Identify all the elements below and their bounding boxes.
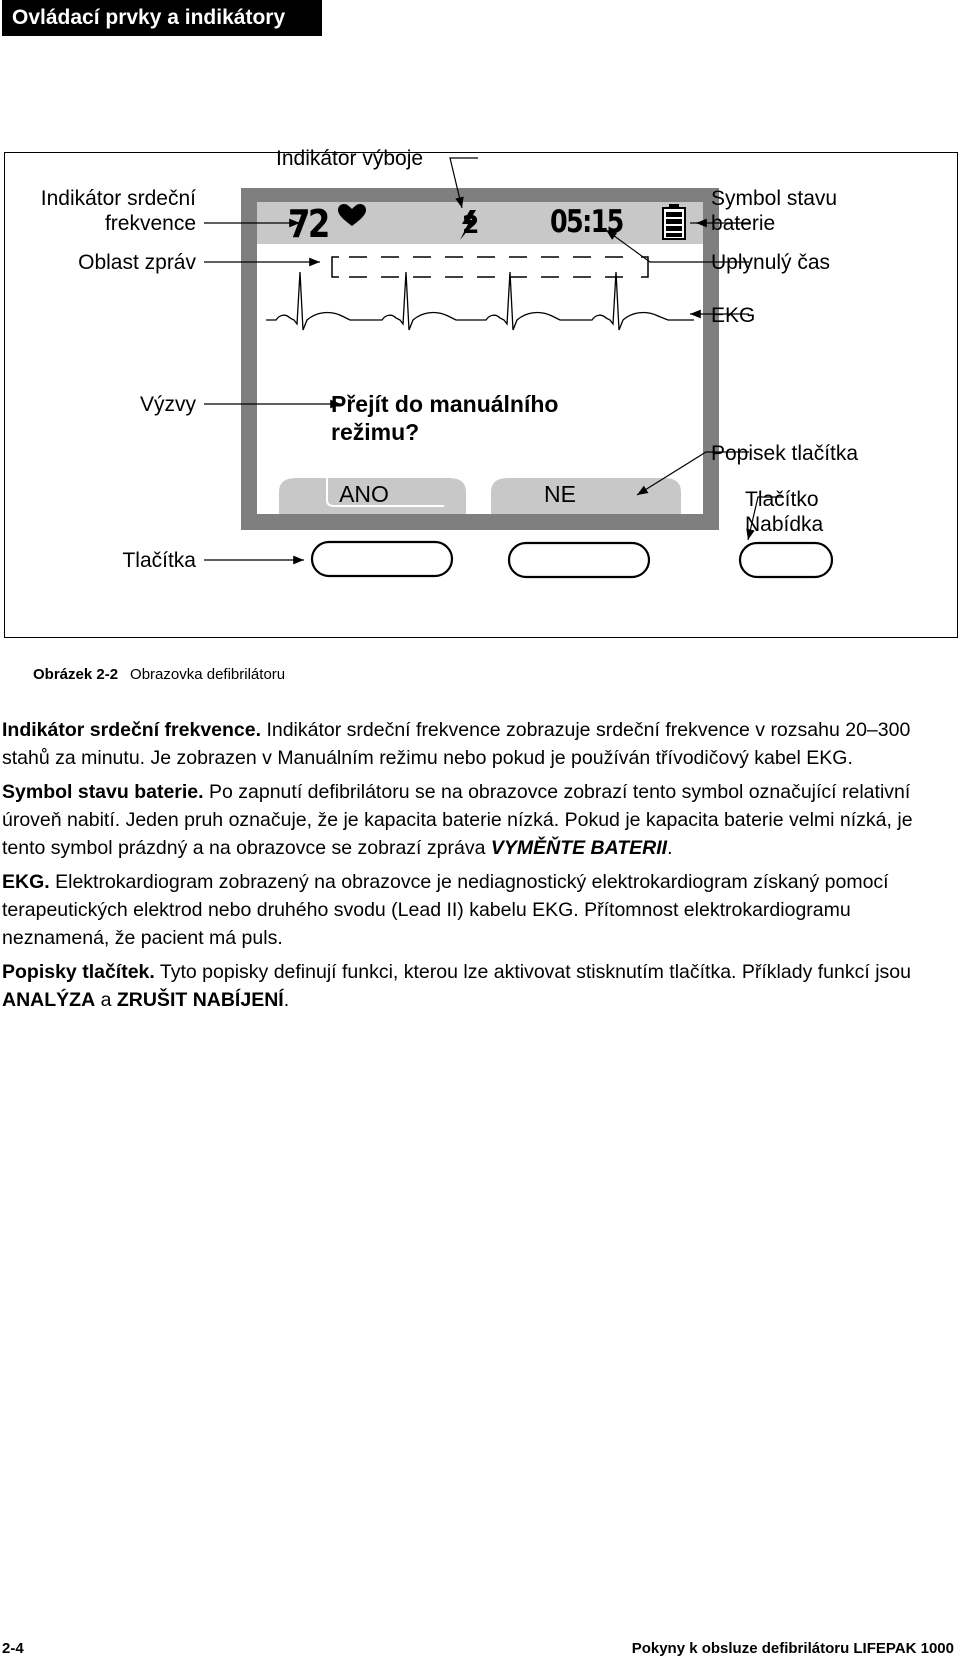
label-battery-symbol: Symbol stavu baterie bbox=[711, 187, 838, 235]
text-battery: Po zapnutí defibrilátoru se na obrazovce zobrazí tento symbol označující relativní úroveň nabití. Jeden pruh označuje, že je kapacita baterie nízká. Pokud je kapacita baterie velmi nízká, je tento symbol prázdný a na obrazovce se zobrazí zpráva bbox=[2, 781, 913, 859]
label-prompts: Výzvy bbox=[139, 393, 196, 416]
screen-prompt: Přejít do manuálního režimu? bbox=[331, 391, 559, 445]
label-shock-indicator: Indikátor výboje bbox=[276, 147, 424, 170]
screen-elapsed-time: 05:15 bbox=[550, 204, 623, 240]
text-ecg: Elektrokardiogram zobrazený na obrazovce je nediagnostický elektrokardiogram získaný pomocí terapeutických elektrod nebo druhého svodu (Lead II) kabelu EKG. Přítomnost elektrokardiogramu neznamená, že pacient má puls. bbox=[2, 871, 889, 949]
term-ecg: EKG. bbox=[2, 871, 50, 893]
button-center bbox=[509, 543, 649, 577]
button-left bbox=[312, 542, 452, 576]
page-number: 2-4 bbox=[2, 1640, 24, 1657]
text-softkeys: Tyto popisky definují funkci, kterou lze aktivovat stisknutím tlačítka. Příklady funkcí jsou bbox=[154, 961, 911, 983]
label-menu-button: Tlačítko Nabídka bbox=[745, 488, 824, 536]
term-softkeys: Popisky tlačítek. bbox=[2, 961, 155, 983]
text-softkeys-mid: a bbox=[95, 989, 117, 1011]
label-softkey-label: Popisek tlačítka bbox=[711, 442, 859, 465]
term-heart-rate: Indikátor srdeční frekvence. bbox=[2, 719, 262, 741]
function-analysis: ANALÝZA bbox=[2, 989, 96, 1011]
lcd-screen bbox=[257, 202, 703, 514]
label-elapsed-time: Uplynulý čas bbox=[711, 251, 831, 274]
body-text bbox=[2, 716, 942, 1020]
label-ecg: EKG bbox=[711, 304, 756, 327]
label-heart-rate-indicator: Indikátor srdeční frekvence bbox=[40, 187, 196, 235]
text-softkeys-end: . bbox=[283, 989, 290, 1011]
text-heart-rate: Indikátor srdeční frekvence zobrazuje srdeční frekvence v rozsahu 20–300 stahů za minutu. Je zobrazen v Manuálním režimu nebo pokud je používán třívodičový kabel EKG. bbox=[2, 719, 911, 769]
defibrillator-screen-figure bbox=[4, 147, 958, 638]
label-buttons: Tlačítka bbox=[122, 549, 196, 572]
caption-text: Obrazovka defibrilátoru bbox=[130, 666, 286, 683]
screen-heart-rate: 72 bbox=[288, 202, 328, 246]
paragraph-battery bbox=[2, 778, 942, 862]
section-title: Ovládací prvky a indikátory bbox=[2, 0, 322, 36]
text-battery-end: . bbox=[667, 837, 673, 859]
term-battery: Symbol stavu baterie. bbox=[2, 781, 204, 803]
screen-shock-count: 2 bbox=[462, 210, 480, 239]
function-cancel-charge: ZRUŠIT NABÍJENÍ bbox=[116, 989, 284, 1011]
paragraph-ecg bbox=[2, 868, 942, 952]
battery-icon bbox=[663, 204, 685, 239]
paragraph-heart-rate bbox=[2, 716, 942, 772]
softkey-left-label: ANO bbox=[339, 481, 389, 507]
paragraph-softkeys bbox=[2, 958, 942, 1014]
button-menu bbox=[740, 543, 832, 577]
softkey-right-label: NE bbox=[544, 481, 576, 507]
document-title: Pokyny k obsluze defibrilátoru LIFEPAK 1000 bbox=[631, 1640, 954, 1657]
label-message-area: Oblast zpráv bbox=[78, 251, 196, 274]
caption-number: Obrázek 2-2 bbox=[33, 666, 119, 683]
figure-caption bbox=[33, 666, 285, 683]
message-replace-battery: VYMĚŇTE BATERII bbox=[490, 837, 668, 859]
